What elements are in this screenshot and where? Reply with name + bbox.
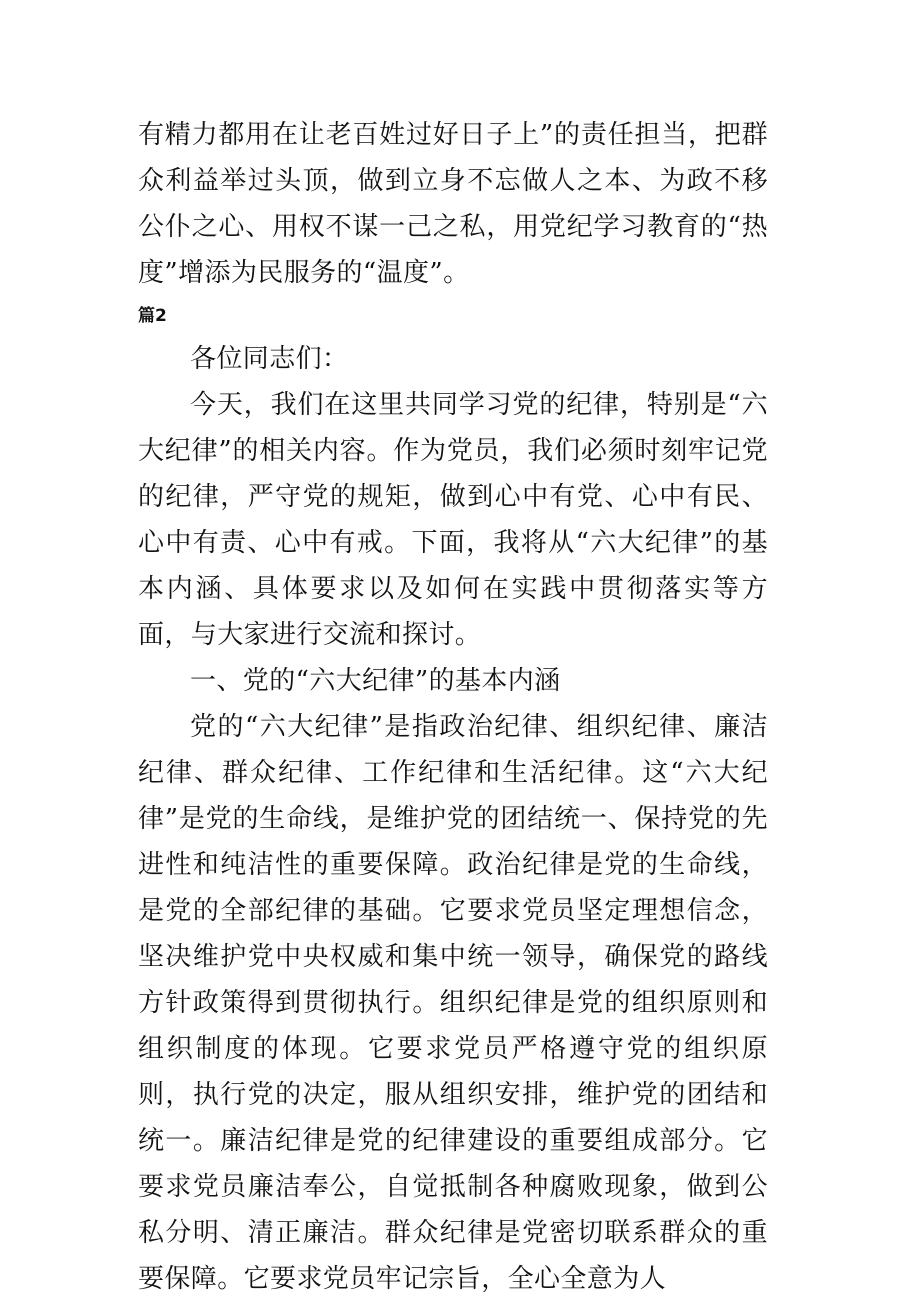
section-heading: 一、党的“六大纪律”的基本内涵 xyxy=(190,666,561,696)
intro-paragraph: 今天，我们在这里共同学习党的纪律，特别是“六大纪律”的相关内容。作为党员，我们必须时刻牢记党的纪律，严守党的规矩，做到心中有党、心中有民、心中有责、心中有戒。下面，我将从“六大纪律”的基本内涵、具体要求以及如何在实践中贯彻落实等方面，与大家进行交流和探讨。 xyxy=(138,390,768,650)
salutation-paragraph: 各位同志们： xyxy=(190,344,349,374)
continued-paragraph: 有精力都用在让老百姓过好日子上”的责任担当，把群众利益举过头顶，做到立身不忘做人之本、为政不移公仆之心、用权不谋一己之私，用党纪学习教育的“热度”增添为民服务的“温度”。 xyxy=(138,120,768,288)
document-body xyxy=(138,112,768,1302)
section-label: 篇2 xyxy=(138,306,167,326)
body-paragraph: 党的“六大纪律”是指政治纪律、组织纪律、廉洁纪律、群众纪律、工作纪律和生活纪律。这“六大纪律”是党的生命线，是维护党的团结统一、保持党的先进性和纯洁性的重要保障。政治纪律是党的生命线，是党的全部纪律的基础。它要求党员坚定理想信念，坚决维护党中央权威和集中统一领导，确保党的路线方针政策得到贯彻执行。组织纪律是党的组织原则和组织制度的体现。它要求党员严格遵守党的组织原则，执行党的决定，服从组织安排，维护党的团结和统一。廉洁纪律是党的纪律建设的重要组成部分。它要求党员廉洁奉公，自觉抵制各种腐败现象，做到公私分明、清正廉洁。群众纪律是党密切联系群众的重要保障。它要求党员牢记宗旨，全心全意为人 xyxy=(138,712,768,1294)
